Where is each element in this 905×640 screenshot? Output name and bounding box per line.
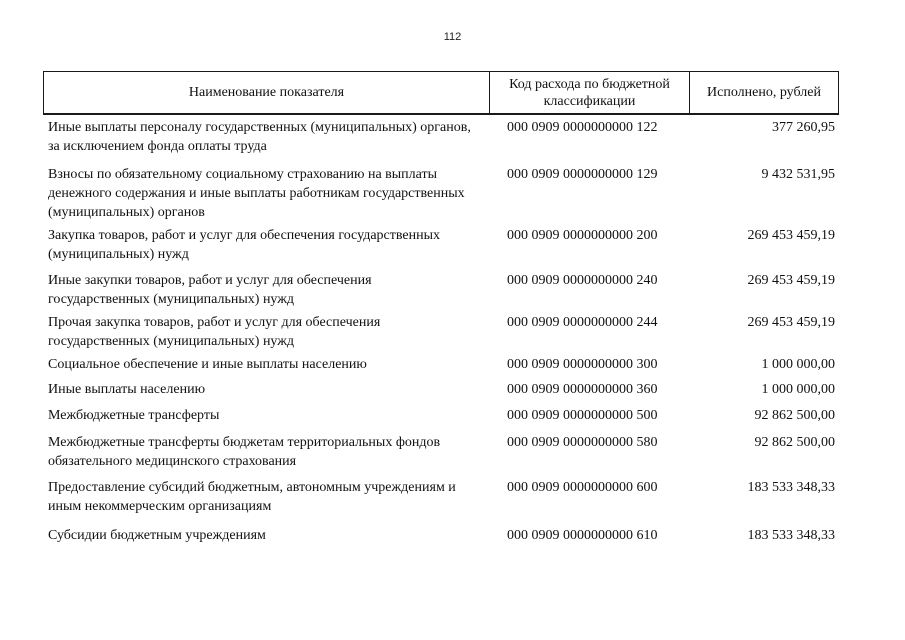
row-code: 000 0909 0000000000 500 [507, 408, 658, 423]
row-amount: 183 533 348,33 [747, 480, 835, 495]
row-amount: 92 862 500,00 [754, 408, 835, 423]
row-code: 000 0909 0000000000 600 [507, 480, 658, 495]
header-amount: Исполнено, рублей [707, 85, 821, 100]
row-code: 000 0909 0000000000 300 [507, 357, 658, 372]
row-name: Предоставление субсидий бюджетным, автономным учреждениям и иным некоммерческим организациям [48, 480, 456, 514]
row-name: Иные выплаты населению [48, 382, 206, 397]
row-name: Иные выплаты персоналу государственных (муниципальных) органов, за исключением фонда оплаты труда [48, 120, 471, 154]
row-code: 000 0909 0000000000 200 [507, 228, 658, 243]
row-amount: 1 000 000,00 [761, 382, 835, 397]
row-name: Межбюджетные трансферты [48, 408, 220, 423]
row-amount: 9 432 531,95 [761, 167, 835, 182]
header-name: Наименование показателя [44, 72, 490, 113]
row-code: 000 0909 0000000000 240 [507, 273, 658, 288]
row-name: Закупка товаров, работ и услуг для обеспечения государственных (муниципальных) нужд [48, 228, 441, 262]
row-name: Взносы по обязательному социальному страхованию на выплаты денежного содержания и иные выплаты работникам государственных (муниципальных) органов [48, 167, 465, 220]
row-code: 000 0909 0000000000 129 [507, 167, 658, 182]
row-amount: 269 453 459,19 [747, 315, 835, 330]
row-code: 000 0909 0000000000 244 [507, 315, 658, 330]
row-code: 000 0909 0000000000 610 [507, 528, 658, 543]
page-number: 112 [443, 31, 462, 43]
row-name: Прочая закупка товаров, работ и услуг для обеспечения государственных (муниципальных) нужд [48, 315, 381, 349]
row-name: Иные закупки товаров, работ и услуг для обеспечения государственных (муниципальных) нужд [48, 273, 372, 307]
table-header [43, 71, 839, 115]
row-code: 000 0909 0000000000 122 [507, 120, 658, 135]
row-amount: 377 260,95 [772, 120, 835, 135]
row-name: Социальное обеспечение и иные выплаты населению [48, 357, 367, 372]
row-amount: 92 862 500,00 [754, 435, 835, 450]
row-name: Субсидии бюджетным учреждениям [48, 528, 266, 543]
header-code: Код расхода по бюджетной классификации [490, 72, 690, 113]
row-amount: 269 453 459,19 [747, 228, 835, 243]
row-amount: 183 533 348,33 [747, 528, 835, 543]
row-code: 000 0909 0000000000 360 [507, 382, 658, 397]
row-amount: 1 000 000,00 [761, 357, 835, 372]
row-code: 000 0909 0000000000 580 [507, 435, 658, 450]
row-amount: 269 453 459,19 [747, 273, 835, 288]
row-name: Межбюджетные трансферты бюджетам территориальных фондов обязательного медицинского страхования [48, 435, 441, 469]
